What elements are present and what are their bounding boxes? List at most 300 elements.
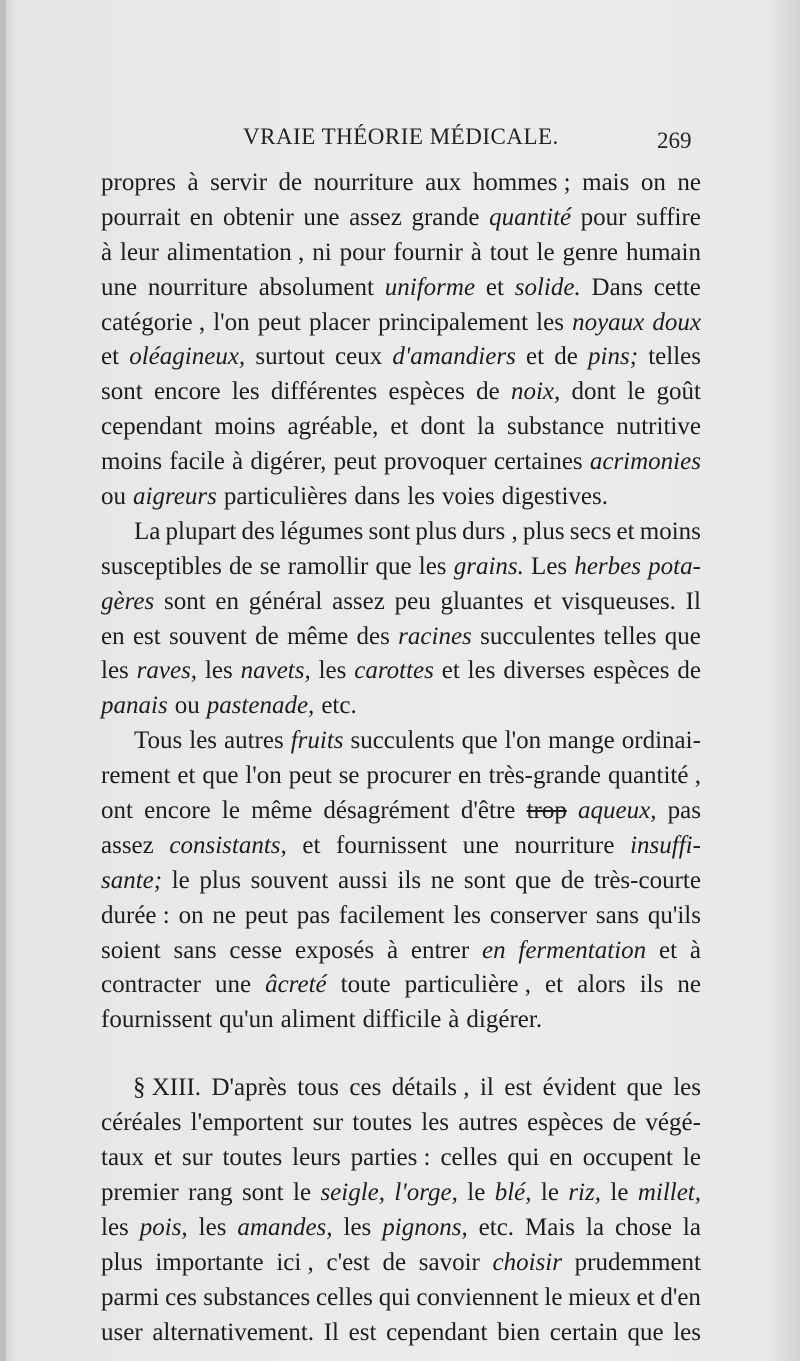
text-line [101, 271, 701, 306]
word: et [101, 343, 120, 371]
word: et [302, 831, 321, 859]
word: taux [101, 1144, 145, 1172]
word: pas [296, 901, 331, 929]
text-line [101, 340, 701, 375]
text-line [101, 306, 701, 341]
word: l'emportent [190, 1109, 304, 1137]
word: le [544, 1283, 563, 1311]
word: sont [163, 587, 206, 615]
word: ces substances [165, 1283, 311, 1311]
italic-word: raves, [136, 657, 198, 685]
word: Les [531, 552, 568, 580]
word: et [441, 657, 460, 685]
text-line [101, 794, 701, 829]
word: les [231, 378, 260, 406]
text-line [101, 829, 701, 864]
word: les [673, 1318, 701, 1346]
word: toutes [222, 1144, 283, 1172]
word: souvent [250, 866, 329, 894]
word: que [461, 727, 498, 755]
text-line [101, 166, 701, 201]
word: durée : [101, 901, 170, 929]
word: propres [101, 169, 176, 196]
word: la [682, 1213, 701, 1241]
word: ils [639, 971, 664, 999]
text-line [101, 759, 701, 794]
word: sans [173, 936, 217, 964]
text-line [101, 864, 701, 899]
word: de [554, 343, 578, 371]
paragraph [101, 515, 701, 724]
word: nourriture [313, 169, 414, 196]
word: occupent [582, 1144, 673, 1172]
word: peut [244, 901, 288, 929]
italic-word: fruits [290, 727, 344, 755]
word: le [540, 1178, 559, 1206]
word: se [338, 762, 360, 790]
word: dont [571, 378, 616, 406]
word: exposés [294, 936, 375, 964]
word: alimentation , [166, 238, 305, 266]
word: autres [224, 727, 284, 755]
word: peut [333, 448, 377, 476]
italic-word: navets, [240, 657, 311, 685]
italic-word: consistants, [169, 831, 287, 859]
word: une [101, 273, 138, 301]
italic-word: acrimonies [589, 448, 701, 476]
word: assez [332, 587, 385, 615]
word: qu'ils [647, 901, 701, 929]
struck-word: trop [526, 797, 567, 825]
word: l'on [504, 727, 542, 755]
word: quantité , [607, 762, 701, 790]
word: le [627, 378, 646, 406]
word: catégorie , [101, 308, 206, 336]
text-line [101, 480, 701, 515]
word: provoquer [383, 448, 487, 476]
word: les [407, 483, 435, 511]
word: il [479, 1074, 494, 1102]
word: les [204, 657, 233, 685]
text-line [101, 1281, 701, 1316]
word: à [386, 936, 399, 964]
word: tous [297, 1074, 339, 1102]
word: et [545, 971, 564, 999]
word: aussi [337, 866, 388, 894]
word: plus [415, 517, 458, 545]
word: que [202, 762, 239, 790]
word: ne [212, 901, 237, 929]
word: rang [188, 1178, 233, 1206]
italic-word: fermentation [518, 936, 647, 964]
word: les [189, 727, 218, 755]
word: détails , [391, 1074, 470, 1102]
word: particulière , [404, 971, 531, 999]
word: bien [497, 1318, 541, 1346]
word: nourriture [514, 831, 615, 859]
word: général [248, 587, 323, 615]
word: les [418, 552, 447, 580]
word: entrer [410, 936, 470, 964]
text-line [101, 445, 701, 480]
word: espèces [388, 378, 465, 406]
word: chose [615, 1213, 672, 1241]
word: difficile [362, 1006, 442, 1034]
word: qui [378, 1283, 411, 1311]
text-line [101, 724, 701, 759]
italic-word: gères [101, 587, 155, 615]
word: cette [653, 273, 701, 301]
word: de [677, 657, 701, 685]
italic-word: pignons, [382, 1213, 468, 1241]
word: les [101, 657, 129, 685]
italic-word: riz, [568, 1178, 601, 1206]
word: en [101, 622, 125, 650]
section-paragraph [101, 1071, 701, 1350]
word: plus [101, 1248, 143, 1276]
text-line [101, 585, 701, 620]
word: l'on [213, 308, 250, 336]
section-gap [101, 1038, 701, 1071]
word: ont [101, 797, 133, 825]
word: premier [101, 1178, 179, 1206]
word: et [636, 1283, 655, 1311]
paragraph [101, 166, 701, 515]
word: procurer [366, 762, 452, 790]
word: moins [639, 517, 701, 545]
word: fournir [393, 238, 463, 266]
word: autres [458, 1109, 518, 1137]
word: même [287, 622, 349, 650]
word: absolument [258, 273, 374, 301]
word: fournissent [101, 1006, 213, 1034]
word: que [515, 866, 552, 894]
running-head: VRAIE THÉORIE MÉDICALE. [243, 124, 559, 149]
word: plus [522, 517, 565, 545]
word: et [658, 936, 678, 964]
word: Mais [525, 1213, 576, 1241]
word: pas [667, 797, 701, 825]
word: qui [507, 1144, 540, 1172]
word: parmi [101, 1283, 160, 1311]
word: conserver [489, 901, 588, 929]
word: mange [548, 727, 615, 755]
word: souvent [169, 622, 247, 650]
word: cependant [101, 413, 203, 441]
word: visqueuses. [561, 587, 676, 615]
word: évident [542, 1074, 617, 1102]
word: toute [340, 971, 391, 999]
word: toutes [352, 1109, 413, 1137]
word: une [303, 203, 340, 231]
word: obtenir [222, 203, 294, 231]
word: gluantes [440, 587, 524, 615]
word: facilement [338, 901, 445, 929]
word: en [549, 1144, 573, 1172]
word: principalement [378, 308, 529, 336]
word: ces [349, 1074, 382, 1102]
word: Dans [591, 273, 643, 301]
word: ne [430, 866, 455, 894]
italic-word: amandes, [237, 1213, 333, 1241]
italic-word: oléagineux, [129, 343, 246, 371]
word: sur [181, 1144, 213, 1172]
word: on [178, 901, 204, 929]
word: importante [155, 1248, 264, 1276]
italic-word: millet, [637, 1178, 701, 1206]
word: ici , [276, 1248, 314, 1276]
word: le [293, 1178, 312, 1206]
word: sur [312, 1109, 344, 1137]
word: de [278, 169, 303, 196]
italic-word: seigle, [320, 1178, 386, 1206]
page-header [0, 118, 800, 158]
italic-word: pins; [588, 343, 639, 371]
word: nourriture [147, 273, 248, 301]
body-text [101, 166, 701, 1350]
word: la [586, 1213, 605, 1241]
word: très-courte [594, 866, 701, 894]
word: légumes [280, 517, 364, 545]
word: particulières [223, 483, 348, 511]
word: ne [677, 169, 701, 196]
word: l'on [245, 762, 282, 790]
word: substance [507, 413, 605, 441]
text-line [101, 654, 701, 689]
word: etc. [478, 1213, 515, 1241]
text-line [101, 968, 701, 1003]
word: désagrément [323, 797, 450, 825]
italic-word: blé, [494, 1178, 532, 1206]
word: leur [120, 238, 159, 266]
word: les [101, 1213, 129, 1241]
text-line [101, 1316, 701, 1351]
word: une [214, 971, 252, 999]
word: à [187, 169, 199, 196]
word: espèces [527, 1109, 604, 1137]
word: dans [354, 483, 401, 511]
word: Tous [134, 727, 183, 755]
italic-word: noix, [510, 378, 561, 406]
text-line [101, 375, 701, 410]
word: et [525, 343, 545, 371]
word: d'en [660, 1283, 701, 1311]
word: le [467, 1178, 486, 1206]
word: cependant [386, 1318, 488, 1346]
word: végé- [645, 1109, 701, 1137]
italic-word: en [481, 936, 506, 964]
word: c'est [326, 1248, 370, 1276]
word: se [259, 552, 281, 580]
italic-word: doux [652, 308, 701, 336]
word: certaines [493, 448, 583, 476]
word: les [467, 657, 496, 685]
text-line [101, 689, 701, 724]
word: servir [210, 169, 268, 196]
word: genre [562, 238, 619, 266]
italic-word: l'orge, [394, 1178, 458, 1206]
word: plupart [165, 517, 237, 545]
italic-word: insuffi- [630, 831, 701, 859]
word: de [560, 866, 585, 894]
word: céréales [101, 1109, 182, 1137]
word: les [343, 1213, 372, 1241]
word: pour [580, 203, 627, 231]
text-line [101, 620, 701, 655]
word: que [626, 1074, 663, 1102]
word: que [627, 1318, 664, 1346]
word: aux [425, 169, 462, 196]
word: savoir [418, 1248, 480, 1276]
text-line [101, 236, 701, 271]
word: la [476, 413, 495, 441]
word: les [198, 1213, 227, 1241]
word: mieux [568, 1283, 631, 1311]
word: contracter [101, 971, 201, 999]
word: des [356, 622, 390, 650]
word: grande [411, 203, 480, 231]
word: on [640, 169, 666, 196]
word: ramollir [287, 552, 369, 580]
word: parties : [350, 1144, 431, 1172]
italic-word: carottes [354, 657, 434, 685]
text-line [101, 1246, 701, 1281]
word: certain [549, 1318, 618, 1346]
word: encore [153, 378, 221, 406]
word: est [504, 1074, 533, 1102]
italic-word: grains. [453, 552, 524, 580]
text-line [101, 1211, 701, 1246]
word: pour [339, 238, 386, 266]
word: § XIII. [133, 1074, 202, 1102]
word: facile [169, 448, 225, 476]
word: moins [214, 413, 276, 441]
text-line [101, 899, 701, 934]
word: sans [595, 901, 639, 929]
word: à [448, 1006, 460, 1034]
word: telles [648, 343, 701, 371]
word: des [241, 517, 275, 545]
word: Il [685, 587, 701, 615]
word: ils [397, 866, 422, 894]
word: telles [603, 622, 657, 650]
word: peut [257, 308, 301, 336]
word: que [375, 552, 412, 580]
word: mais [582, 169, 630, 196]
italic-word: herbes [574, 552, 641, 580]
italic-word: aqueux, [578, 797, 657, 825]
word: assez [349, 203, 402, 231]
paragraph [101, 724, 701, 1038]
text-line [101, 515, 701, 550]
word: user [101, 1318, 143, 1346]
word: de [255, 622, 279, 650]
word: le [682, 1144, 701, 1172]
word: alternativement. [152, 1318, 315, 1346]
text-line [101, 1003, 701, 1038]
italic-word: noyaux [572, 308, 645, 336]
text-line [101, 1071, 701, 1106]
italic-word: choisir [492, 1248, 562, 1276]
word: et [485, 273, 504, 301]
word: sont [463, 866, 506, 894]
word: et [390, 413, 409, 441]
word: nutritive [616, 413, 701, 441]
word: sont [368, 517, 411, 545]
word: pourrait [101, 203, 181, 231]
word: qu'un [219, 1006, 274, 1034]
word: peu [394, 587, 431, 615]
word: même [251, 797, 313, 825]
word: d'être [460, 797, 516, 825]
word: de [382, 1248, 407, 1276]
word: surtout [255, 343, 325, 371]
word: de [229, 552, 253, 580]
word: différentes [270, 378, 378, 406]
word: assez [101, 831, 154, 859]
word: soient [101, 936, 161, 964]
word: le [610, 1178, 629, 1206]
word: succulents [350, 727, 455, 755]
word: encore [144, 797, 211, 825]
word: voies [441, 483, 495, 511]
word: placer [308, 308, 370, 336]
word: rement [101, 762, 171, 790]
word: de [612, 1109, 637, 1137]
word: secs [569, 517, 612, 545]
word: à [232, 448, 244, 476]
text-line [101, 550, 701, 585]
word: espèces [593, 657, 670, 685]
word: La [134, 517, 161, 545]
word: moins [101, 448, 163, 476]
word: à [689, 936, 701, 964]
word: le [171, 866, 190, 894]
word: ou [101, 483, 126, 511]
word: et [616, 517, 635, 545]
word: en [189, 203, 214, 231]
word: et [177, 762, 196, 790]
word: celles [315, 1283, 373, 1311]
word: humain [625, 238, 701, 266]
word: les [673, 1074, 701, 1102]
word: susceptibles [101, 552, 222, 580]
italic-word: aigreurs [133, 483, 217, 511]
word: à [470, 238, 482, 266]
word: goût [656, 378, 701, 406]
word: ceux [335, 343, 383, 371]
word: cesse [229, 936, 283, 964]
word: aliment [280, 1006, 356, 1034]
text-line [101, 934, 701, 969]
word: prudemment [574, 1248, 701, 1276]
word: ni [312, 238, 332, 266]
word: tout [489, 238, 529, 266]
word: conviennent [416, 1283, 539, 1311]
italic-word: d'amandiers [392, 343, 516, 371]
word: est [348, 1318, 377, 1346]
word: à [101, 238, 113, 266]
word: une [462, 831, 499, 859]
word: D'après [211, 1074, 287, 1102]
word: ne [677, 971, 701, 999]
word: très-grande [488, 762, 602, 790]
italic-word: pastenade, [206, 692, 315, 720]
word: sont [101, 378, 143, 406]
italic-word: racines [398, 622, 472, 650]
italic-word: pois, [139, 1213, 188, 1241]
word: peut [288, 762, 332, 790]
